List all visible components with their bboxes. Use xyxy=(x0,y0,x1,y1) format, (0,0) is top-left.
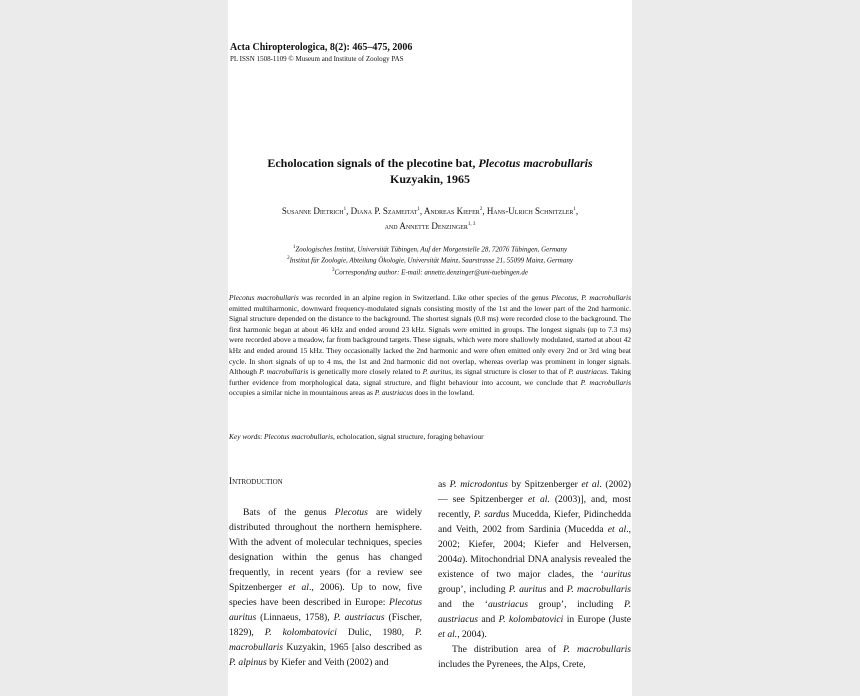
italic-run: Plecotus auritus xyxy=(229,597,422,623)
italic-run: et al xyxy=(607,524,627,535)
author-list: Susanne Dietrich$^1$, Diana P. Szameitat$^1$, Andreas Kiefer$^2$, Hans-Ulrich Schnitzler$^1$, and Annette Denzinger$^{1, 3}$ xyxy=(281,206,579,231)
text-run: in Europe (Juste xyxy=(563,614,631,625)
italic-run: P. kolombatovici xyxy=(264,627,337,638)
body-column-left xyxy=(229,475,422,670)
author-name: Andreas Kiefer xyxy=(423,206,480,216)
text-run: , 2004). xyxy=(457,629,487,640)
title-suffix: Kuzyakin, 1965 xyxy=(389,172,470,186)
text-run: Mucedda, Kiefer, Pidinchedda and Veith, 2002 from Sardinia (Mucedda xyxy=(438,509,631,535)
text-run: and xyxy=(546,584,567,595)
keywords: Key words: Plecotus macrobullaris, echolocation, signal structure, foraging behaviour xyxy=(229,432,484,441)
keywords-label: Key words xyxy=(229,432,261,441)
text-run: (2003)], and, most recently, xyxy=(438,494,631,520)
text-run: Bats of the genus xyxy=(243,507,335,518)
abstract: Plecotus macrobullaris was recorded in an alpine region in Switzerland. Like other species of the genus Plecotus, P. macrobullaris emitted multiharmonic, downward frequency-modulated signals consisting mostly of the 1st and the lower part of the 2nd harmonic. Signal structure depended on the distance to the background. The shortest signals (0.8 ms) were recorded close to the background. The first harmonic began at about 46 kHz and ended around 23 kHz. Signals were emitted in groups. The longest signals (up to 7.3 ms) were recorded above a meadow, far from background targets. These signals, which were more shallowly modulated, started at about 42 kHz and ended around 15 kHz. They occasionally lacked the 2nd harmonic and were often emitted only every 2nd or 3rd wing beat cycle. In short signals of up to 4 ms, the 1st and 2nd harmonic did not overlap, whereas overlap was prominent in longer signals. Although P. macrobullaris is genetically more closely related to P. auritus, its signal structure is closer to that of P. austriacus. Taking further evidence from morphological data, signal structure, and flight behaviour into account, we conclude that P. macrobullaris occupies a similar niche in mountainous areas as P. austriacus does in the lowland. xyxy=(229,293,631,398)
text-run: by Spitzenberger xyxy=(507,479,582,490)
author-affil-mark: 1 xyxy=(343,207,347,212)
italic-run: et al xyxy=(581,479,600,490)
text-run: (Linnaeus, 1758), xyxy=(256,612,334,623)
affiliation-list xyxy=(228,243,632,277)
article-title xyxy=(228,155,632,187)
author-name: Hans-Ulrich Schnitzler xyxy=(486,206,574,216)
text-run: The distribution area of xyxy=(452,644,563,655)
author-affil-mark: 1 xyxy=(417,207,420,212)
affiliation: $^2$Institut für Zoologie, Abteilung Ökologie, Universität Mainz, Saarstrasse 21, 55099 Mainz, Germany xyxy=(287,256,573,265)
section-heading-introduction: Introduction xyxy=(229,477,283,487)
article-header xyxy=(228,155,632,277)
italic-run: auritus xyxy=(603,569,631,580)
title-prefix: Echolocation signals of the plecotine bat, xyxy=(267,156,479,170)
author-name: Susanne Dietrich xyxy=(281,206,344,216)
text-run: ., 2006). Up to now, five species have been described in Europe: xyxy=(229,582,422,608)
title-species: Plecotus macrobullaris xyxy=(478,156,593,170)
affiliation: $^1$Zoologisches Institut, Universität Tübingen, Auf der Morgenstelle 28, 72076 Tübingen, Germany xyxy=(292,245,568,254)
italic-run: P. austriacus xyxy=(438,599,631,625)
body-column-right xyxy=(438,477,631,672)
italic-run: Plecotus xyxy=(334,507,368,518)
journal-issn: PL ISSN 1508-1109 © Museum and Institute of Zoology PAS xyxy=(230,55,404,63)
text-run: ). Mitochondrial DNA analysis revealed the existence of two major clades, the ‘ xyxy=(438,554,631,580)
journal-citation: Acta Chiropterologica, 8(2): 465–475, 2006 xyxy=(230,42,413,53)
author-affil-mark: 1 xyxy=(573,207,576,212)
text-run: . (2002) — see Spitzenberger xyxy=(438,479,631,505)
italic-run: P. macrobullaris xyxy=(563,644,631,655)
text-run: by Kiefer and Veith (2002) and xyxy=(266,657,389,668)
italic-run: P. alpinus xyxy=(229,657,267,668)
italic-run: P. sardus xyxy=(473,509,510,520)
italic-run: P. macrobullaris xyxy=(229,627,422,653)
italic-run: P. kolombatovici xyxy=(498,614,564,625)
italic-run: a xyxy=(457,554,462,565)
paragraph xyxy=(438,477,631,642)
journal-header xyxy=(228,40,438,67)
text-run: as xyxy=(438,479,450,490)
text-run: (Fischer, 1829), xyxy=(229,612,422,638)
affiliation: $^3$Corresponding author: E-mail: annette.denzinger@uni-tuebingen.de xyxy=(332,267,528,276)
italic-run: P. austriacus xyxy=(333,612,385,623)
italic-run: P. macrobullaris xyxy=(566,584,632,595)
text-run: group’, including xyxy=(527,599,624,610)
text-run: Dulic, 1980, xyxy=(336,627,415,638)
italic-run: et al xyxy=(288,582,309,593)
paragraph xyxy=(438,642,631,672)
italic-run: et al. xyxy=(528,494,550,505)
author-affil-mark: 2 xyxy=(479,207,483,212)
text-run: group’, including xyxy=(438,584,509,595)
text-run: are widely distributed throughout the northern hemisphere. With the advent of molecular techniques, species designation within the genus has changed frequently, in recent years (for a review see Spitzenberger xyxy=(229,507,422,593)
text-run: Kuzyakin, 1965 [also described as xyxy=(283,642,422,653)
text-run: includes the Pyrenees, the Alps, Crete, xyxy=(438,659,586,670)
italic-run: et al. xyxy=(438,629,458,640)
text-run: ., 2002; Kiefer, 2004; Kiefer and Helversen, 2004 xyxy=(438,524,631,565)
text-run: and the ‘ xyxy=(438,599,488,610)
text-run: and xyxy=(477,614,499,625)
author-name: Diana P. Szameitat xyxy=(350,206,418,216)
italic-run: austriacus xyxy=(487,599,528,610)
author-name: Annette Denzinger xyxy=(399,221,468,231)
italic-run: P. auritus xyxy=(508,584,547,595)
italic-run: P. microdontus xyxy=(449,479,508,490)
author-affil-mark: 1, 3 xyxy=(467,222,476,227)
paragraph xyxy=(229,505,422,670)
